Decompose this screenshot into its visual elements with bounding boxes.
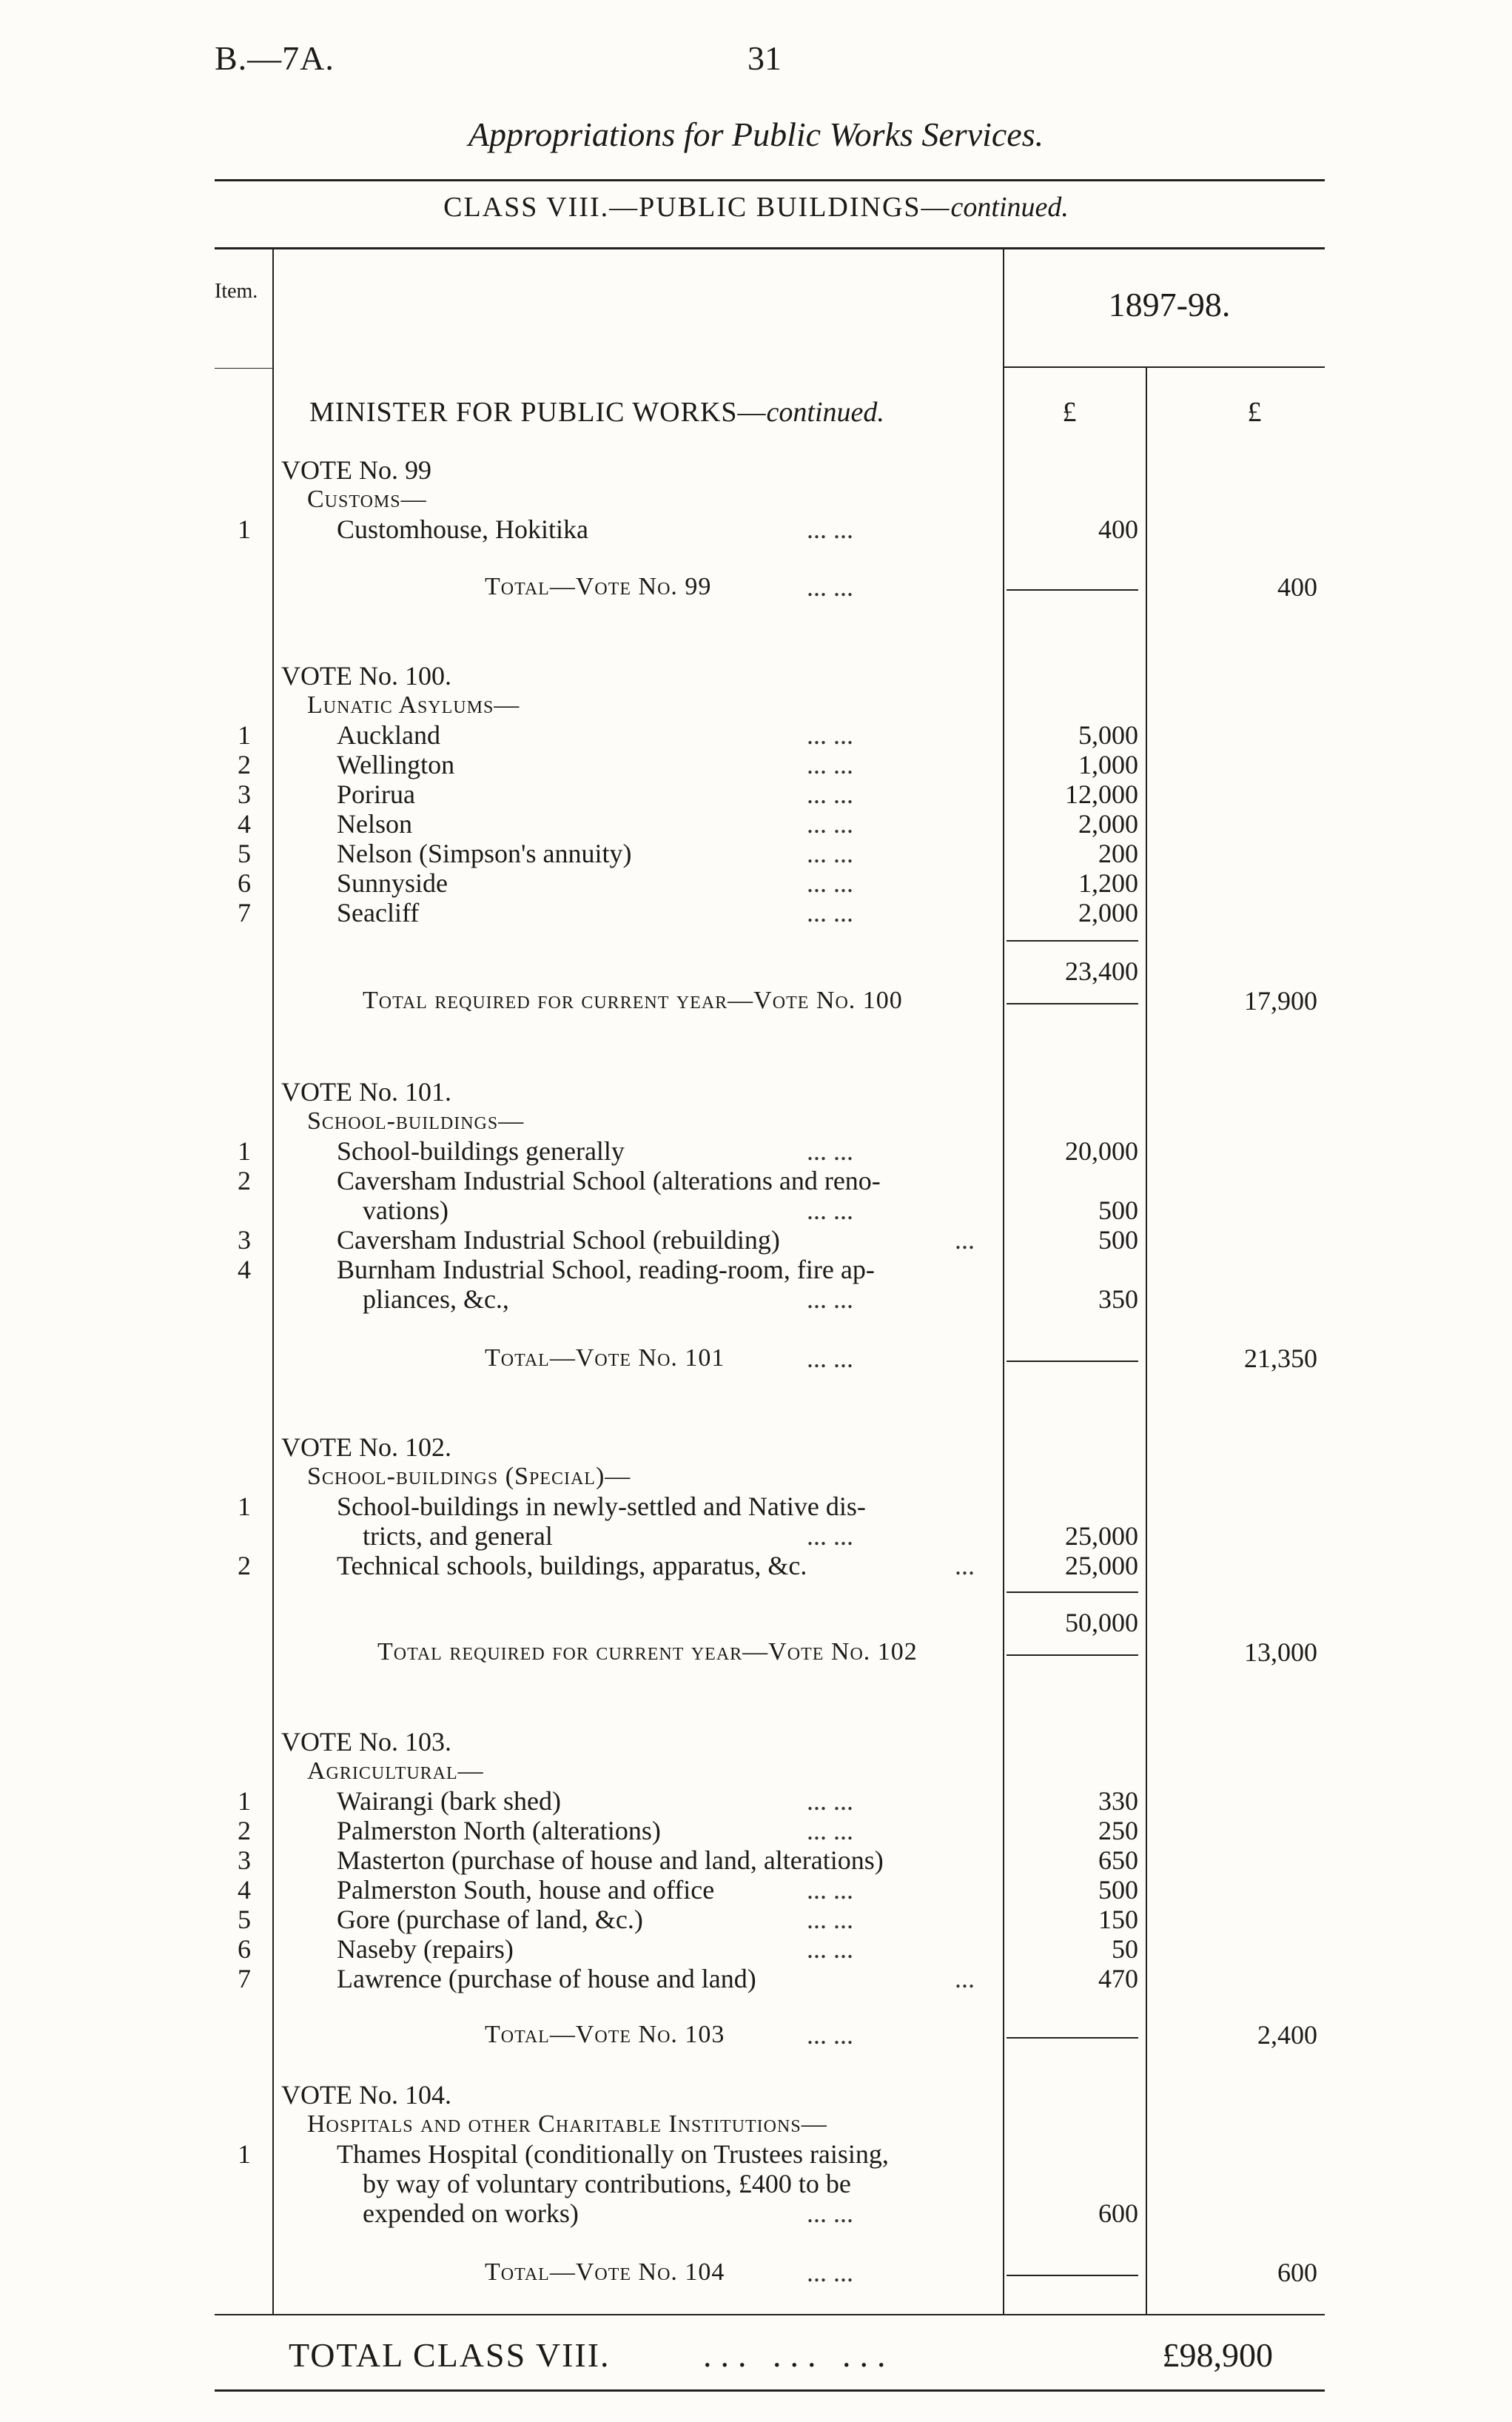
item-amount: 2,000: [1078, 809, 1138, 839]
grand-total-value: £98,900: [1162, 2336, 1273, 2374]
item-number: 1: [238, 1136, 251, 1166]
leader-dots: ... ...: [807, 2020, 853, 2050]
leader-dots: ... ...: [807, 720, 853, 750]
item-description: Palmerston South, house and office: [337, 1875, 715, 1905]
leader-dots: ... ...: [807, 514, 853, 544]
item-number: 5: [238, 1905, 251, 1934]
item-amount: 330: [1098, 1786, 1138, 1816]
amount-column-rule: [1003, 249, 1004, 2314]
vote-total: 400: [1277, 572, 1317, 602]
item-number: 1: [238, 1786, 251, 1816]
item-number: 2: [238, 750, 251, 779]
divider: [215, 179, 1325, 181]
item-amount: 500: [1098, 1875, 1138, 1905]
vote-total-label: Total—Vote No. 101: [485, 1344, 725, 1372]
item-number: 7: [238, 1964, 251, 1993]
leader-dots: ...: [955, 1964, 975, 1993]
total-rule: [1007, 1361, 1138, 1362]
item-amount: 250: [1098, 1816, 1138, 1845]
item-amount: 400: [1098, 514, 1138, 544]
item-description: Lawrence (purchase of house and land): [337, 1964, 756, 1993]
grand-total-label: TOTAL CLASS VIII.: [289, 2336, 611, 2374]
item-column-rule: [272, 249, 274, 2314]
item-amount: 150: [1098, 1905, 1138, 1934]
vote-total-label: Total required for current year—Vote No. 102: [377, 1638, 918, 1665]
leader-dots: ... ...: [807, 1875, 853, 1905]
item-description: Wairangi (bark shed): [337, 1786, 561, 1816]
item-column-header: Item.: [215, 280, 258, 303]
section-title-main: MINISTER FOR PUBLIC WORKS—: [309, 397, 767, 428]
item-number: 1: [238, 514, 251, 544]
item-number: 2: [238, 1816, 251, 1845]
item-description: Customhouse, Hokitika: [337, 514, 588, 544]
currency-col2: £: [1247, 397, 1262, 428]
item-amount: 200: [1098, 839, 1138, 868]
vote-category: School-buildings (Special)—: [307, 1463, 631, 1490]
vote-total-label: Total—Vote No. 103: [485, 2021, 725, 2048]
leader-dots: ... ...: [807, 809, 853, 839]
item-description: Porirua: [337, 779, 415, 809]
item-amount: 5,000: [1078, 720, 1138, 750]
leader-dots: ... ...: [807, 1284, 853, 1314]
item-number: 3: [238, 1225, 251, 1255]
item-header-rule: [215, 368, 274, 369]
class-title-main: CLASS VIII.—PUBLIC BUILDINGS—: [443, 192, 951, 223]
item-description-continued: vations): [363, 1195, 448, 1225]
item-description: School-buildings generally: [337, 1136, 625, 1166]
divider: [215, 247, 1325, 249]
divider: [215, 2389, 1325, 2392]
vote-label: VOTE No. 103.: [281, 1727, 451, 1757]
vote-total-label: Total—Vote No. 104: [485, 2258, 725, 2286]
vote-subtotal: 23,400: [1065, 956, 1138, 986]
divider: [215, 2314, 1325, 2315]
vote-total-label: Total required for current year—Vote No. 100: [363, 987, 903, 1014]
leader-dots: ... ...: [807, 779, 853, 809]
item-description: Caversham Industrial School (rebuilding): [337, 1225, 780, 1255]
vote-total-label: Total—Vote No. 99: [485, 573, 712, 600]
vote-total: 21,350: [1244, 1343, 1317, 1373]
subtotal-rule: [1007, 1591, 1138, 1593]
leader-dots: ... ...: [807, 868, 853, 898]
report-code: B.—7A.: [215, 39, 335, 77]
leader-dots: ... ...: [807, 1521, 853, 1551]
total-rule: [1007, 2037, 1138, 2039]
year-header-rule: [1003, 366, 1325, 368]
item-number: 5: [238, 839, 251, 868]
item-description: Masterton (purchase of house and land, alterations): [337, 1845, 884, 1875]
item-amount: 500: [1098, 1225, 1138, 1255]
vote-subtotal: 50,000: [1065, 1608, 1138, 1637]
vote-total: 2,400: [1257, 2020, 1317, 2050]
total-rule: [1007, 589, 1138, 591]
total-rule: [1007, 1003, 1138, 1004]
leader-dots: ... ...: [807, 1905, 853, 1934]
leader-dots: ... ...: [807, 750, 853, 779]
item-description: Auckland: [337, 720, 440, 750]
item-number: 1: [238, 1492, 251, 1521]
item-number: 3: [238, 1845, 251, 1875]
item-number: 4: [238, 1875, 251, 1905]
item-amount: 25,000: [1065, 1551, 1138, 1580]
item-description: Palmerston North (alterations): [337, 1816, 661, 1845]
class-title-suffix: continued.: [950, 192, 1069, 223]
item-description: Caversham Industrial School (alterations and reno-: [337, 1166, 881, 1195]
item-description: Naseby (repairs): [337, 1934, 514, 1964]
item-description: Seacliff: [337, 898, 420, 927]
vote-label: VOTE No. 102.: [281, 1432, 451, 1462]
year-column-header: 1897-98.: [1108, 286, 1231, 323]
total-rule: [1007, 1654, 1138, 1656]
leader-dots: ... ...: [807, 1816, 853, 1845]
item-description-continued: pliances, &c.,: [363, 1284, 509, 1314]
page-number: 31: [747, 39, 782, 77]
item-amount: 500: [1098, 1195, 1138, 1225]
item-amount: 50: [1112, 1934, 1138, 1964]
item-amount: 470: [1098, 1964, 1138, 1993]
item-amount: 350: [1098, 1284, 1138, 1314]
item-description-continued: expended on works): [363, 2198, 579, 2228]
item-description: Wellington: [337, 750, 455, 779]
vote-total: 17,900: [1244, 986, 1317, 1016]
class-title: [0, 191, 1512, 224]
item-amount: 25,000: [1065, 1521, 1138, 1551]
leader-dots: ... ...: [807, 572, 853, 602]
vote-label: VOTE No. 99: [281, 455, 431, 485]
item-number: 3: [238, 779, 251, 809]
vote-label: VOTE No. 101.: [281, 1077, 451, 1107]
item-amount: 12,000: [1065, 779, 1138, 809]
item-amount: 1,200: [1078, 868, 1138, 898]
leader-dots: ... ... ...: [703, 2336, 895, 2374]
item-description: Sunnyside: [337, 868, 448, 898]
item-number: 1: [238, 720, 251, 750]
vote-category: School-buildings—: [307, 1107, 525, 1135]
leader-dots: ... ...: [807, 839, 853, 868]
leader-dots: ... ...: [807, 1136, 853, 1166]
item-number: 2: [238, 1166, 251, 1195]
leader-dots: ... ...: [807, 1343, 853, 1373]
item-amount: 1,000: [1078, 750, 1138, 779]
leader-dots: ...: [955, 1225, 975, 1255]
item-number: 4: [238, 809, 251, 839]
subtotal-rule: [1007, 940, 1138, 942]
item-description: Gore (purchase of land, &c.): [337, 1905, 643, 1934]
item-description: Burnham Industrial School, reading-room, fire ap-: [337, 1255, 875, 1284]
item-number: 1: [238, 2139, 251, 2169]
vote-total: 600: [1277, 2258, 1317, 2287]
item-description-continued: by way of voluntary contributions, £400 to be: [363, 2169, 851, 2198]
leader-dots: ...: [955, 1551, 975, 1580]
item-description: Nelson: [337, 809, 412, 839]
item-description-continued: tricts, and general: [363, 1521, 553, 1551]
item-amount: 20,000: [1065, 1136, 1138, 1166]
vote-total: 13,000: [1244, 1637, 1317, 1667]
currency-col1: £: [1062, 397, 1077, 428]
item-description: Nelson (Simpson's annuity): [337, 839, 632, 868]
item-number: 6: [238, 1934, 251, 1964]
leader-dots: ... ...: [807, 898, 853, 927]
item-description: School-buildings in newly-settled and Native dis-: [337, 1492, 866, 1521]
item-amount: 600: [1098, 2198, 1138, 2228]
item-number: 6: [238, 868, 251, 898]
item-description: Thames Hospital (conditionally on Trustees raising,: [337, 2139, 889, 2169]
item-number: 4: [238, 1255, 251, 1284]
item-description: Technical schools, buildings, apparatus, &c.: [337, 1551, 807, 1580]
running-title: Appropriations for Public Works Services.: [468, 115, 1044, 153]
section-title-suffix: continued.: [766, 397, 884, 428]
leader-dots: ... ...: [807, 1195, 853, 1225]
total-rule: [1007, 2275, 1138, 2276]
leader-dots: ... ...: [807, 2198, 853, 2228]
item-amount: 650: [1098, 1845, 1138, 1875]
vote-category: Customs—: [307, 486, 427, 513]
leader-dots: ... ...: [807, 2258, 853, 2287]
vote-category: Agricultural—: [307, 1757, 484, 1785]
leader-dots: ... ...: [807, 1786, 853, 1816]
vote-category: Hospitals and other Charitable Institutions—: [307, 2110, 827, 2138]
vote-label: VOTE No. 100.: [281, 661, 451, 691]
vote-label: VOTE No. 104.: [281, 2080, 451, 2110]
item-number: 2: [238, 1551, 251, 1580]
vote-category: Lunatic Asylums—: [307, 691, 520, 719]
item-number: 7: [238, 898, 251, 927]
section-title: [309, 396, 884, 429]
item-amount: 2,000: [1078, 898, 1138, 927]
total-column-rule: [1146, 366, 1147, 2314]
leader-dots: ... ...: [807, 1934, 853, 1964]
